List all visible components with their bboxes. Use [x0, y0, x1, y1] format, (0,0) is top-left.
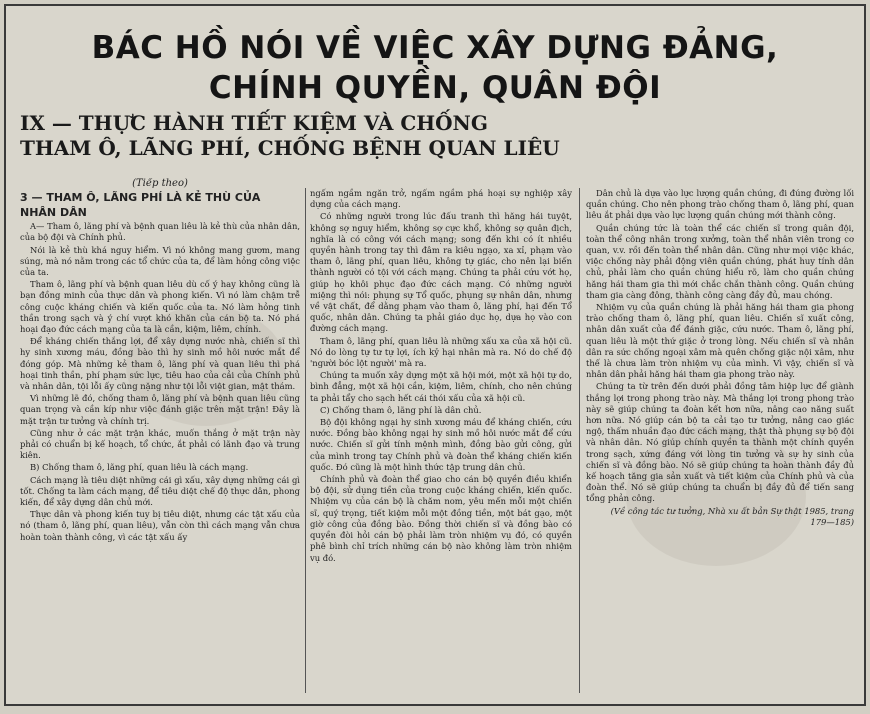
subsection-heading: C) Chống tham ô, lãng phí là dân chủ. [320, 404, 482, 415]
headline [6, 28, 864, 108]
paragraph: Tham ô, lãng phí và bệnh quan liêu dù cố ý hay không cũng là bạn đồng minh của thực dân và phong kiến. Vì nó làm chậm trễ công cuộc kháng chiến và kiến quốc của ta. Nó làm hỏng tinh thần trong sạch và ý chí vượt khó khăn của cán bộ ta. Nó phá hoại đạo đức cách mạng của ta là cần, kiệm, liêm, chính. [20, 279, 300, 335]
column-divider [579, 188, 580, 693]
newspaper-page [4, 4, 866, 706]
paragraph: ngấm ngầm ngăn trở, ngấm ngầm phá hoại sự nghiệp xây dựng của cách mạng. [310, 188, 572, 210]
column-1 [20, 178, 300, 698]
continued-label: (Tiếp theo) [132, 178, 188, 189]
paragraph: Để kháng chiến thắng lợi, để xây dựng nước nhà, chiến sĩ thì hy sinh xương máu, đồng bào thì hy sinh mồ hôi nước mắt để đóng góp. Mà những kẻ tham ô, lãng phí và quan liêu thì phá hoại tinh thần, phí phạm sức lực, tiêu hao của cải của Chính phủ và nhân dân, tội lỗi ấy cũng nặng như tội lỗi việt gian, mật thám. [20, 336, 300, 392]
paragraph: Cách mạng là tiêu diệt những cái gì xấu, xây dựng những cái gì tốt. Chống ta làm cách mạng, để tiêu diệt chế độ thực dân, phong kiến, để xây dựng dân chủ mới. [20, 474, 300, 508]
column-divider [305, 188, 306, 693]
paragraph: Có những người trong lúc đấu tranh thì hăng hái tuyệt, không sợ nguy hiểm, không sợ cực khổ, không sợ quân địch, nghĩa là có công với cách mạng; song đến khi có ít nhiều quyền hành trong tay thì đâm ra kiêu ngạo, xa xỉ, phạm vào tham ô, lãng phí, quan liêu, không tự giác, cho nên lại biến thành người có tội với cách mạng. Chúng ta phải cứu vớt họ, giúp họ khôi phục đạo đức cách mạng. Có những người miệng thì nói: phụng sự Tổ quốc, phụng sự nhân dân, nhưng về vật chất, để dằng phạm vào tham ô, lãng phí, hại đến Tổ quốc, nhân dân. Chúng ta phải giáo dục họ, dựa họ vào con đường cách mạng. [310, 211, 572, 334]
subheadline-line-1: IX — THỰC HÀNH TIẾT KIỆM VÀ CHỐNG [20, 111, 488, 135]
subheadline [20, 111, 824, 161]
paragraph: Chúng ta muốn xây dựng một xã hội mới, một xã hội tự do, bình đẳng, một xã hội cần, kiệm, liêm, chính, cho nên chúng ta phải tẩy cho sạch hết cái thói xấu của xã hội cũ. [310, 370, 572, 403]
headline-line-1: BÁC HỒ NÓI VỀ VIỆC XÂY DỰNG ĐẢNG, [91, 30, 779, 66]
paragraph: Cũng như ở các mặt trận khác, muốn thắng ở mặt trận này phải có chuẩn bị kế hoạch, tổ chức, ắt phải có lãnh đạo và trung kiên. [20, 427, 300, 461]
paragraph: Thực dân và phong kiến tuy bị tiêu diệt, nhưng các tật xấu của nó (tham ô, lãng phí, quan liêu), vẫn còn thì cách mạng vẫn chưa hoàn toàn thành công, vì các tật xấu ấy [20, 509, 300, 542]
paragraph: Tham ô, lãng phí, quan liêu là những xấu xa của xã hội cũ. Nó do lòng tự tư tự lợi, ích kỷ hại nhân mà ra. Nó do chế độ 'người bóc lột người' mà ra. [310, 335, 572, 369]
source-citation: (Về công tác tư tưởng, Nhà xu ất bản Sự thật 1985, trang 179—185) [610, 505, 854, 527]
column-3 [586, 188, 854, 706]
paragraph: Bộ đội không ngại hy sinh xương máu để kháng chiến, cứu nước. Đồng bào không ngại hy sinh mồ hôi nước mắt để cứu nước. Chiến sĩ gửi tính mệnh mình, đồng bào gửi công, gửi của mình trong tay Chính phủ và đoàn thể kháng chiến kiến quốc. Đó cũng là một hình thức tập trung dân chủ. [310, 417, 572, 472]
subsection-heading: B) Chống tham ô, lãng phí, quan liêu là cách mạng. [30, 462, 249, 473]
paragraph: Vì những lẽ đó, chống tham ô, lãng phí và bệnh quan liêu cũng quan trọng và cần kíp như việc đánh giặc trên mặt trận! Đây là mặt trận tư tưởng và chính trị. [20, 393, 300, 426]
headline-line-2: CHÍNH QUYỀN, QUÂN ĐỘI [208, 70, 662, 106]
column-2 [310, 188, 572, 706]
paragraph: Nhiệm vụ của quần chúng là phải hăng hái tham gia phong trào chống tham ô, lãng phí, quan liêu. Chiến sĩ xuất công, nhân dân xuất của để đánh giặc, cứu nước. Tham ô, lãng phí, quan liêu là một thứ giặc ở trong lòng. Nếu chiến sĩ và nhân dân ra sức chống ngoại xâm mà quên chống giặc nội xâm, như thế là chưa làm tròn nhiệm vụ của mình. Vì vậy, chiến sĩ và nhân dân phải hăng hái tham gia phong trào này. [586, 302, 854, 380]
paragraph: Nói là kẻ thù khá nguy hiểm. Vì nó không mang gươm, mang súng, mà nó nằm trong các tổ chức của ta, để làm hỏng công việc của ta. [20, 244, 300, 278]
paragraph: A— Tham ô, lãng phí và bệnh quan liêu là kẻ thù của nhân dân, của bộ đội và Chính phủ. [20, 221, 300, 243]
paragraph: Quần chúng tức là toàn thể các chiến sĩ trong quân đội, toàn thể công nhân trong xưởng, toàn thể nhân viên trong cơ quan, v.v. rồi đến toàn thể nhân dân. Cũng như mọi việc khác, việc chống này phải động viên quần chúng, phát huy tính dân chủ, phải làm cho quần chúng hiểu rõ, làm cho quần chúng hăng hái tham gia thì mới chắc chắn thành công. Quần chúng tham gia càng đông, thành công càng đầy đủ, mau chóng. [586, 222, 854, 300]
section-heading: 3 — THAM Ô, LÃNG PHÍ LÀ KẺ THÙ CỦA NHÂN DÂN [20, 191, 261, 220]
paragraph: Dân chủ là dựa vào lực lượng quần chúng, đi đúng đường lối quần chúng. Cho nên phong trào chống tham ô, lãng phí, quan liêu ắt phải dựa vào lực lượng quần chúng mới thành công. [586, 188, 854, 221]
subheadline-line-2: THAM Ô, LÃNG PHÍ, CHỐNG BỆNH QUAN LIÊU [20, 136, 560, 160]
paragraph: Chính phủ và đoàn thể giao cho cán bộ quyền điều khiển bộ đội, sử dụng tiền của trong cuộc kháng chiến, kiến quốc. Nhiệm vụ của cán bộ là chăm nom, yêu mến mỗi một chiến sĩ, quý trọng, tiết kiệm mỗi một đồng tiền, một bát gạo, một giờ công của đồng bào. Đồng thời chiến sĩ và đồng bào có quyền đòi hỏi cán bộ phải làm tròn nhiệm vụ đó, có quyền phê bình chỉ trích những cán bộ nào không làm tròn nhiệm vụ đó. [310, 474, 572, 563]
paragraph: Chúng ta từ trên đến dưới phải đồng tâm hiệp lực để giành thắng lợi trong phong trào này. Mà thắng lợi trong phong trào này sẽ giúp chúng ta đoàn kết hơn nữa, nâng cao năng suất hơn nữa. Nó giúp cán bộ ta cải tạo tư tưởng, nâng cao giác ngộ, thấm nhuần đạo đức cách mạng, thật thà phụng sự bộ đội và nhân dân. Nó giúp chính quyền ta thành một chính quyền trong sạch, xứng đáng với lòng tin tưởng và sự hy sinh của chiến sĩ và đồng bào. Nó sẽ giúp chúng ta hoàn thành đầy đủ kế hoạch tăng gia sản xuất và tiết kiệm của Chính phủ và của đoàn thể. Nó sẽ giúp chúng ta chuẩn bị đầy đủ để tiến sang tổng phản công. [586, 381, 854, 504]
